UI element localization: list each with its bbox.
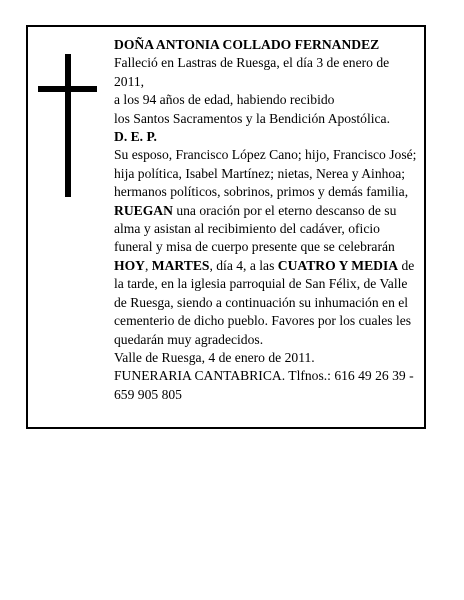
rest-text: de la tarde, en la iglesia parroquial de San Félix, de Valle de Ruesga, siendo a continuación su inhumación en el cementerio de dicho pueblo. Favores por los cuales les quedarán muy agradecidos. — [114, 257, 415, 347]
request-paragraph — [114, 202, 419, 349]
family-text: Su esposo, Francisco López Cano; hijo, Francisco José; hija política, Isabel Martínez; nietas, Nerea y Ainhoa; hermanos políticos, sobrinos, primos y demás familia, — [114, 147, 417, 200]
cross-vertical-bar — [65, 54, 71, 197]
place-date: Valle de Ruesga, 4 de enero de 2011. — [114, 349, 315, 365]
cross-horizontal-bar — [38, 86, 97, 92]
hoy-label: HOY — [114, 257, 145, 273]
death-line-1: Falleció en Lastras de Ruesga, el día 3 de enero de 2011, — [114, 55, 390, 89]
ruegan-text: una oración por el eterno descanso de su alma y asistan al recibimiento del cadáver, oficio funeral y misa de cuerpo presente que se celebrarán — [114, 202, 397, 255]
day-text: , día 4, a las — [209, 257, 278, 273]
deceased-name: DOÑA ANTONIA COLLADO FERNANDEZ — [114, 37, 380, 52]
dep-label: D. E. P. — [114, 129, 157, 145]
funeraria-contact: FUNERARIA CANTABRICA. Tlfnos.: 616 49 26 39 - 659 905 805 — [114, 368, 414, 402]
comma: , — [144, 257, 152, 273]
ruegan-label: RUEGAN — [114, 202, 173, 218]
obituary-text — [114, 36, 419, 404]
hora-label: CUATRO Y MEDIA — [277, 257, 399, 273]
martes-label: MARTES — [151, 257, 210, 273]
death-line-2: a los 94 años de edad, habiendo recibido — [114, 92, 335, 108]
death-line-3: los Santos Sacramentos y la Bendición Apostólica. — [114, 110, 390, 126]
